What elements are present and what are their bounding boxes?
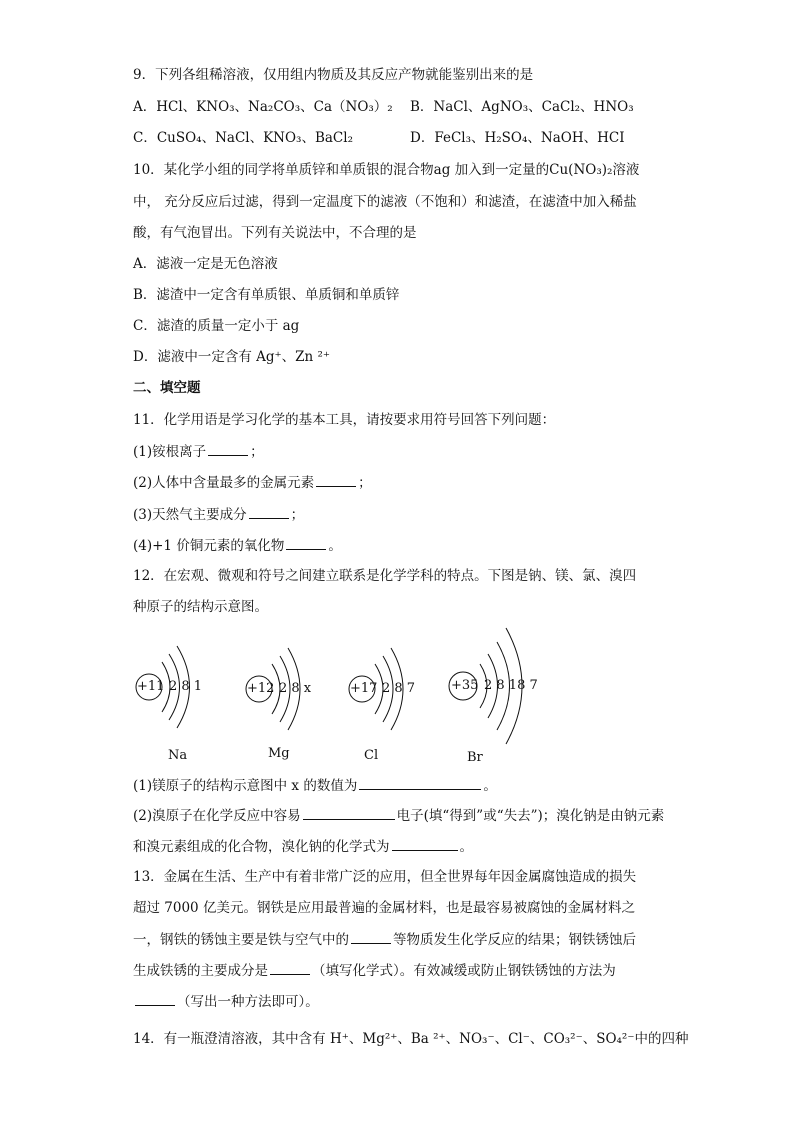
mg-nucleus: +12 [247,681,275,696]
q11-blank-3[interactable] [249,505,289,519]
q13-line-4 [133,961,616,980]
na-label: Na [168,748,188,763]
q12-part-1 [133,776,497,795]
mg-shells: 2 8 x [279,681,312,696]
cl-nucleus: +17 [350,681,378,696]
na-shells: 2 8 1 [169,679,203,694]
q13-line-3-a: 一，钢铁的锈蚀主要是铁与空气中的 [133,932,349,948]
q10-stem-2: 中， 充分反应后过滤，得到一定温度下的滤液（不饱和）和滤渣，在滤渣中加入稀盐 [133,194,637,210]
q10-option-a: A．滤液一定是无色溶液 [133,256,278,272]
q11-part-1 [133,442,264,461]
q13-line-1: 13．金属在生活、生产中有着非常广泛的应用，但全世界每年因金属腐蚀造成的损失 [133,869,637,885]
q13-blank-1[interactable] [351,930,391,944]
q11-part-3-end: ； [290,507,305,523]
mg-label: Mg [268,746,290,761]
q12-blank-2[interactable] [303,806,395,820]
q13-line-2: 超过 7000 亿美元。钢铁是应用最普遍的金属材料，也是最容易被腐蚀的金属材料之 [133,900,635,916]
q10-stem-1: 10．某化学小组的同学将单质锌和单质银的混合物ag 加入到一定量的Cu(NO₃)₂溶液 [133,162,640,178]
cl-shells: 2 8 7 [382,681,416,696]
q13-line-4-a: 生成铁锈的主要成分是 [133,963,268,979]
q10-option-b: B．滤渣中一定含有单质银、单质铜和单质锌 [133,287,400,303]
q11-blank-2[interactable] [316,473,356,487]
q10-stem-3: 酸，有气泡冒出。下列有关说法中，不合理的是 [133,225,417,241]
q12-part-2-end: 。 [459,839,473,855]
q11-stem: 11．化学用语是学习化学的基本工具，请按要求用符号回答下列问题： [133,412,556,428]
q13-line-4-b: （填写化学式）。有效减缓或防止钢铁锈蚀的方法为 [312,963,616,979]
q13-line-3-b: 等物质发生化学反应的结果；钢铁锈蚀后 [393,932,636,948]
q12-part-1-text: (1)镁原子的结构示意图中 x 的数值为 [133,778,358,794]
q12-blank-1[interactable] [359,776,481,790]
q9-option-b: B．NaCl、AgNO₃、CaCl₂、HNO₃ [410,99,634,115]
q11-part-2-end: ； [358,475,372,491]
q12-part-2 [133,806,664,825]
q12-stem-1: 12．在宏观、微观和符号之间建立联系是化学学科的特点。下图是钠、镁、氯、溴四 [133,568,637,584]
q12-part-2-cont [133,837,473,856]
q10-option-c: C．滤渣的质量一定小于 ag [133,318,300,334]
q13-blank-3[interactable] [135,992,175,1006]
q11-part-1-text: (1)铵根离子 [133,444,207,460]
br-label: Br [467,750,483,765]
br-shells: 2 8 18 7 [484,678,538,693]
na-nucleus: +11 [137,679,165,694]
q13-line-5 [133,992,319,1011]
q11-part-4-end: 。 [328,538,342,554]
atom-structure-diagrams [130,620,550,770]
q9-option-a: A．HCl、KNO₃、Na₂CO₃、Ca（NO₃）₂ [133,99,393,115]
q11-part-2 [133,473,372,492]
q12-part-2-text-c: 和溴元素组成的化合物，溴化钠的化学式为 [133,839,390,855]
q9-option-c: C．CuSO₄、NaCl、KNO₃、BaCl₂ [133,130,353,146]
section-heading: 二、填空题 [133,380,201,396]
q13-line-5-text: （写出一种方法即可）。 [177,994,319,1010]
q10-option-d: D．滤液中一定含有 Ag⁺、Zn ²⁺ [133,349,331,365]
cl-label: Cl [364,748,379,763]
q11-blank-4[interactable] [286,536,326,550]
q11-part-4-text: (4)+1 价铜元素的氧化物 [133,538,285,554]
q12-part-2-text-b: 电子(填“得到”或“失去”)；溴化钠是由钠元素 [396,808,665,824]
q14-line-1: 14．有一瓶澄清溶液，其中含有 H⁺、Mg²⁺、Ba ²⁺、NO₃⁻、Cl⁻、CO₃²⁻、SO₄²⁻中的四种 [133,1031,689,1047]
q11-part-3 [133,505,304,524]
q11-part-4 [133,536,342,555]
q11-part-2-text: (2)人体中含量最多的金属元素 [133,475,315,491]
q11-part-3-text: (3)天然气主要成分 [133,507,247,523]
br-nucleus: +35 [451,678,479,693]
q12-blank-3[interactable] [392,837,458,851]
q9-option-d: D．FeCl₃、H₂SO₄、NaOH、HCI [410,130,625,146]
q13-blank-2[interactable] [270,961,310,975]
q13-line-3 [133,930,636,949]
q12-part-2-text-a: (2)溴原子在化学反应中容易 [133,808,301,824]
q12-stem-2: 种原子的结构示意图。 [133,599,268,615]
q11-part-1-end: ； [250,444,264,460]
q11-blank-1[interactable] [208,442,248,456]
q12-part-1-end: 。 [483,778,497,794]
q9-stem: 9．下列各组稀溶液，仅用组内物质及其反应产物就能鉴别出来的是 [133,67,534,83]
